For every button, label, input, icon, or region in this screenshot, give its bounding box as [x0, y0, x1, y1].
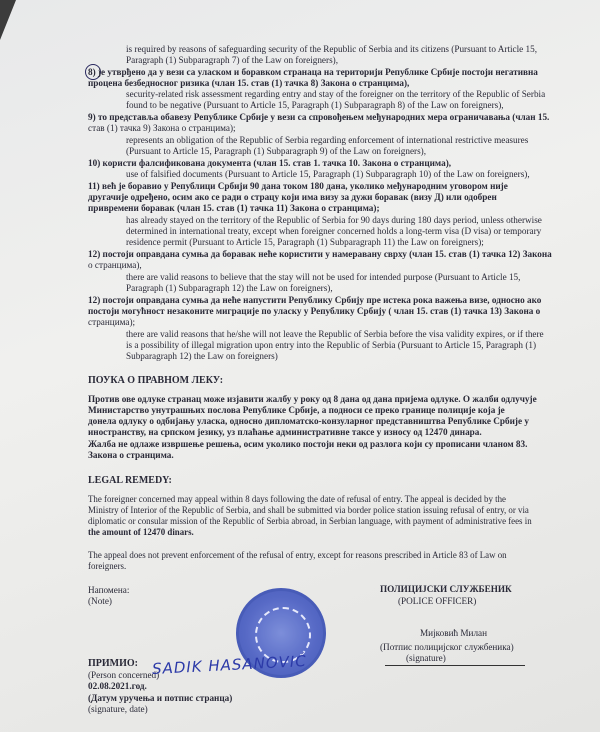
text-line: is a possibility of illegal migration upon entry into the Republic of Serbia (Pursuant to Article 15, Paragraph (1): [126, 340, 537, 350]
received-label-sr: ПРИМИО:: [88, 658, 138, 669]
text-line: Paragraph (1) Subparagraph 7) of the Law on foreigners),: [126, 55, 338, 65]
text-line: security-related risk assessment regarding entry and stay of the foreigner on the territory of the Republic of Serbia: [126, 89, 546, 99]
officer-signature-caption-sr: (Потпис полицијског службеника): [380, 642, 514, 652]
text-line: determined in international treaty, except when foreigner concerned holds a long-term visa (D visa) or temporary: [126, 226, 542, 236]
text-line: Paragraph (1) Subparagraph 12) the Law on foreigners),: [126, 283, 333, 293]
pouka-line: Против ове одлуке странац може изјавити жалбу у року од 8 дана од дана пријема одлуке. О жалби одлучује: [88, 394, 537, 404]
officer-title-sr: ПОЛИЦИЈСКИ СЛУЖБЕНИК: [380, 584, 512, 594]
received-date: 02.08.2021.год.: [88, 681, 147, 691]
remedy-line: Ministry of Interior of the Republic of Serbia, and shall be submitted via border police station issuing refusal of entry, or via: [88, 505, 529, 515]
page-corner-shadow: [0, 0, 16, 40]
note-label-sr: Напомена:: [88, 585, 130, 595]
text-line: has already stayed on the territory of the Republic of Serbia for 90 days during 180 days period, unless otherwise: [126, 215, 542, 225]
officer-title-en: (POLICE OFFICER): [398, 596, 477, 606]
pouka-line: Жалба не одлаже извршење решења, осим уколико постоји неки од разлога који су прописани чланом 83.: [88, 439, 528, 449]
text-line: there are valid reasons to believe that the stay will not be used for intended purpose (Pursuant to Article 15,: [126, 272, 521, 282]
text-line: found to be negative (Pursuant to Article 15, Paragraph (1) Subparagraph 8) of the Law on foreigners),: [126, 100, 504, 110]
remedy-line: the amount of 12470 dinars.: [88, 527, 194, 537]
text-line: use of falsified documents (Pursuant to Article 15, Paragraph (1) Subparagraph 10) of the Law on foreigners),: [126, 169, 530, 179]
text-line: 12) постоји оправдана сумња да неће напустити Републику Србију пре истека рока важења визе, односно ако: [88, 295, 542, 305]
text-line: residence permit (Pursuant to Article 15, Paragraph (1) Subparagraph 11) the Law on foreigners);: [126, 237, 484, 247]
text-line: represents an obligation of the Republic of Serbia regarding enforcement of international restrictive measures: [126, 135, 529, 145]
text-line: став (1) тачка 9) Закона о странцима);: [88, 123, 236, 133]
text-line: постоји могућност незаконите миграције по уласку у Републику Србију ( члан 15. став (1) тачка 13) Закона о: [88, 306, 541, 316]
text-line: Subparagraph 12) the Law on foreigners): [126, 351, 278, 361]
pouka-line: Министарство унутрашњих послова Републике Србије, а подноси се преко границе полиције која је: [88, 405, 505, 415]
officer-name: Мијковић Милан: [420, 628, 488, 638]
text-line: о странцима),: [88, 260, 142, 270]
pouka-line: донела одлуку о одбијању уласка, односно дипломатско-конзуларног представништва Републике Србије у: [88, 416, 529, 426]
note-label-en: (Note): [88, 596, 112, 606]
pouka-line: иностранству, на српском језику, уз плаћање административне таксе у износу од 12470 динара.: [88, 427, 482, 437]
remedy-line: diplomatic or consular mission of the Republic of Serbia abroad, in Serbian language, with payment of administrative fees in: [88, 516, 532, 526]
text-line: 8) је утврђено да у вези са уласком и боравком странаца на територији Републике Србије постоји негативна: [88, 67, 538, 77]
text-line: (Pursuant to Article 15, Paragraph (1) Subparagraph 9) of the Law on foreigners),: [126, 146, 427, 156]
text-line: странцима);: [88, 317, 136, 327]
foreigner-handwritten-signature: SADIK HASANOVIĆ: [151, 651, 308, 679]
text-line: is required by reasons of safeguarding security of the Republic of Serbia and its citizens (Pursuant to Article 15,: [126, 44, 538, 54]
text-line: другачије одређено, осим ако се ради о страцу који има визу за дужи боравак (визу Д) или одобрен: [88, 192, 497, 202]
text-line: привремени боравак (члан 15. став (1) тачка 11) Закона о странцима);: [88, 203, 380, 213]
remedy-line: The foreigner concerned may appeal within 8 days following the date of refusal of entry. The appeal is decided by the: [88, 494, 506, 504]
officer-signature-caption-en: (signature): [406, 653, 446, 663]
text-line: 11) већ је боравио у Републици Србији 90 дана током 180 дана, уколико међународним уговором није: [88, 181, 508, 191]
text-line: 12) постоји оправдана сумња да боравак неће користити у намеравану сврху (члан 15. став (1) тачка 12) Закона: [88, 249, 552, 259]
text-line: 10) користи фалсификована документа (члан 15. став 1. тачка 10. Закона о странцима),: [88, 158, 452, 168]
received-caption-en: (signature, date): [88, 704, 148, 714]
remedy-line: foreigners.: [88, 561, 127, 571]
pouka-line: Закона о странцима.: [88, 450, 174, 460]
officer-signature-line: [385, 665, 525, 666]
text-line: 9) то представља обавезу Републике Србије у вези са спровођењем међународних мера ограничавања (члан 15.: [88, 112, 550, 122]
legal-remedy-heading-sr: ПОУКА О ПРАВНОМ ЛЕКУ:: [88, 375, 224, 386]
received-label-en: (Person concerned): [88, 670, 160, 680]
remedy-line: The appeal does not prevent enforcement of the refusal of entry, except for reasons prescribed in Article 83 of Law on: [88, 550, 507, 560]
text-line: there are valid reasons that he/she will not leave the Republic of Serbia before the visa validity expires, or if there: [126, 329, 544, 339]
text-line: процена безбедносног ризика (члан 15. став (1) тачка 8) Закона о странцима),: [88, 78, 410, 88]
received-caption-sr: (Датум уручења и потпис странца): [88, 693, 233, 703]
legal-remedy-heading-en: LEGAL REMEDY:: [88, 475, 172, 486]
